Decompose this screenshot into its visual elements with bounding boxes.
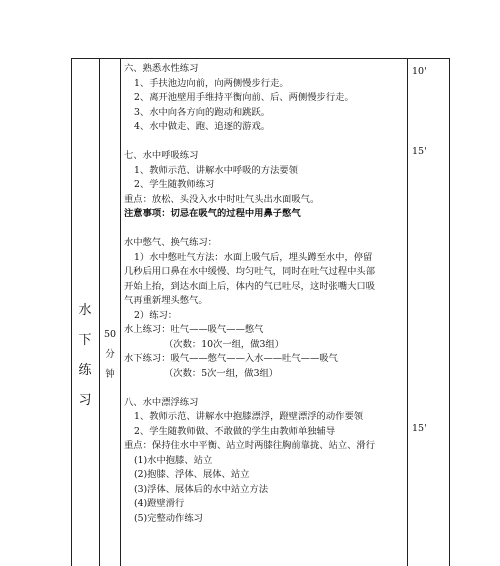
content-line: 1、手扶池边向前，向两侧慢步行走。 bbox=[134, 77, 289, 89]
content-line: （次数：10次一组，做3组） bbox=[164, 338, 285, 350]
side-label-char: 练 bbox=[78, 363, 92, 378]
side-label-char: 水 bbox=[78, 303, 92, 318]
content-line: 重点：放松、头没入水中时吐气头出水面吸气。 bbox=[124, 193, 320, 205]
content-line: (3)浮体、展体后的水中站立方法 bbox=[134, 483, 269, 495]
content-line: 2、学生随教师练习 bbox=[134, 179, 215, 190]
duration-value: 50 bbox=[103, 329, 117, 340]
blank-line bbox=[124, 381, 408, 396]
side-label bbox=[71, 296, 99, 416]
table-border-top bbox=[71, 58, 450, 59]
content-line: (2)抱膝、浮体、展体、站立 bbox=[134, 469, 250, 480]
content-line: (1)水中抱膝、站立 bbox=[134, 454, 213, 466]
time-allocation: 15' bbox=[412, 146, 427, 157]
table-divider-1 bbox=[99, 58, 100, 566]
content-line: 1、教师示范、讲解水中呼吸的方法要领 bbox=[134, 164, 298, 176]
content-line: 3、水中向各方向的跑动和跳跃。 bbox=[134, 106, 271, 118]
content-line: 4、水中做走、跑、追逐的游戏。 bbox=[134, 121, 271, 132]
content-line: 1、教师示范、讲解水中抱膝漂浮，蹬壁漂浮的动作要领 bbox=[134, 411, 364, 422]
time-allocation: 15' bbox=[412, 423, 427, 434]
duration-unit: 分 bbox=[105, 349, 115, 360]
content-line: 2）练习： bbox=[134, 309, 178, 321]
content-line: 注意事项：切忌在吸气的过程中用鼻子憋气 bbox=[124, 208, 301, 219]
duration-label bbox=[100, 325, 120, 385]
duration-unit: 钟 bbox=[105, 369, 115, 380]
content-line: 水上练习：吐气——吸气——憋气 bbox=[124, 324, 264, 335]
table-divider-2 bbox=[120, 58, 121, 566]
content-line: 八、水中漂浮练习 bbox=[124, 396, 199, 408]
content-line: 水中憋气、换气练习： bbox=[124, 237, 217, 248]
time-allocation: 10' bbox=[412, 66, 427, 77]
content-line: 2、离开池壁用手维持平衡向前、后、两侧慢步行走。 bbox=[134, 92, 354, 103]
side-label-char: 习 bbox=[78, 393, 92, 408]
blank-line bbox=[124, 222, 408, 237]
content-line: (4)蹬壁滑行 bbox=[134, 498, 185, 509]
content-line: 气再重新埋头憋气。 bbox=[124, 295, 208, 306]
content-line: 开始上抬，到达水面上后，体内的气已吐尽，这时张嘴大口吸 bbox=[124, 280, 376, 292]
blank-line bbox=[124, 135, 408, 150]
content-line: 1）水中憋吐气方法：水面上吸气后，埋头蹲至水中，停留 bbox=[134, 251, 373, 263]
content-line: 重点：保持住水中平衡、站立时两膝往胸前靠拢、站立、滑行 bbox=[124, 440, 376, 451]
content-line: 几秒后用口鼻在水中缓慢、均匀吐气，同时在吐气过程中头部 bbox=[124, 266, 376, 277]
lesson-content bbox=[124, 62, 408, 526]
content-line: 水下练习：吸气——憋气——入水——吐气——吸气 bbox=[124, 353, 338, 364]
table-border-right bbox=[449, 58, 450, 566]
content-line: 六、熟悉水性练习 bbox=[124, 63, 199, 74]
content-line: 七、水中呼吸练习 bbox=[124, 150, 199, 161]
side-label-char: 下 bbox=[78, 333, 92, 348]
content-line: （次数：5次一组，做3组） bbox=[164, 367, 279, 379]
content-line: (5)完整动作练习 bbox=[134, 512, 203, 524]
content-line: 2、学生随教师做、不敢做的学生由教师单独辅导 bbox=[134, 425, 336, 437]
